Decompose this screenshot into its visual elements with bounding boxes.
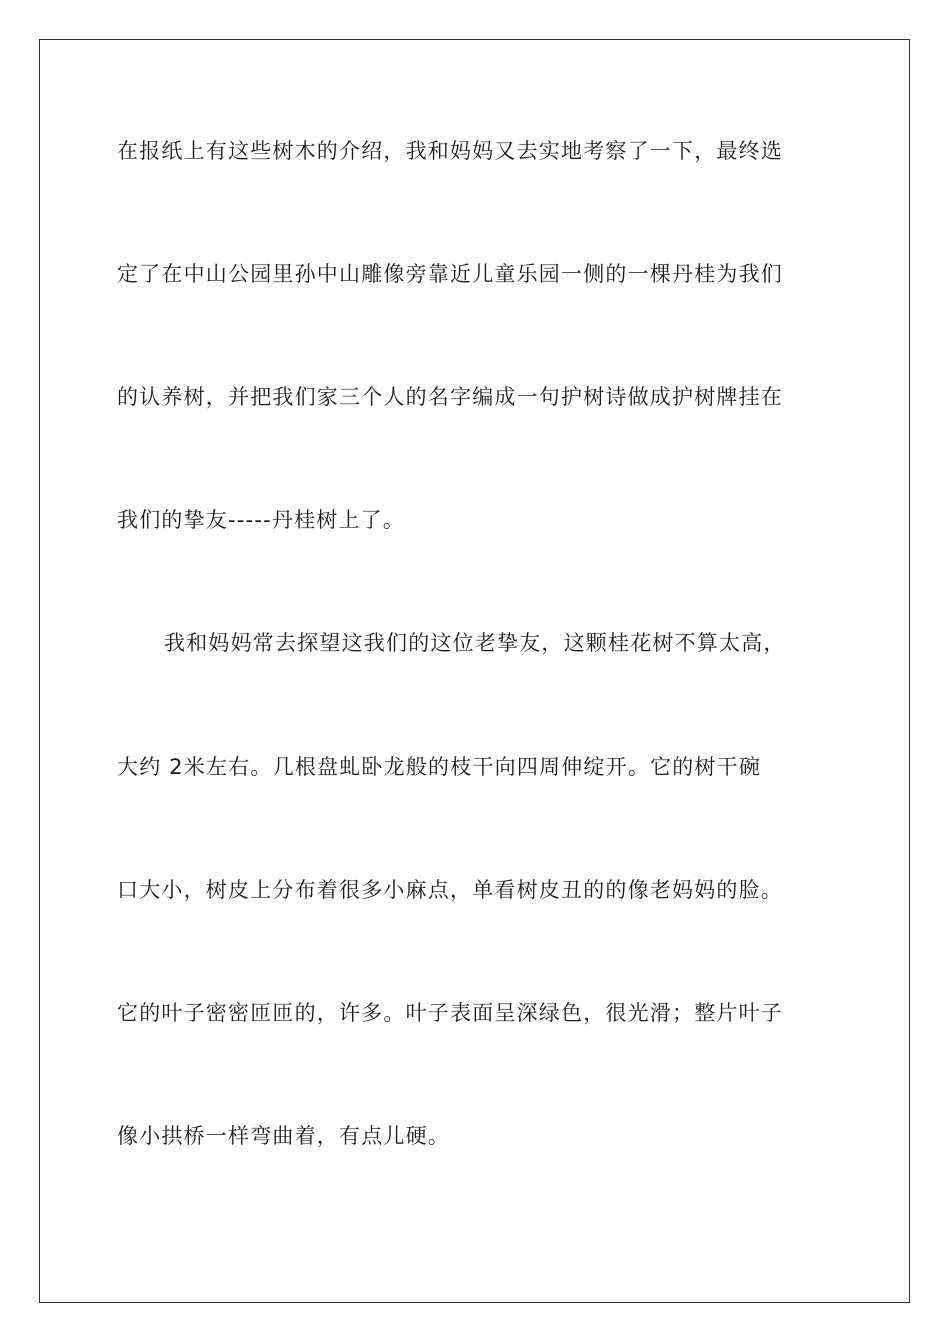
text-line-8: 它的叶子密密匝匝的，许多。叶子表面呈深绿色，很光滑；整片叶子 [117, 1001, 783, 1025]
text-line-1: 在报纸上有这些树木的介绍，我和妈妈又去实地考察了一下，最终选 [117, 139, 783, 163]
text-line-3: 的认养树，并把我们家三个人的名字编成一句护树诗做成护树牌挂在 [117, 385, 783, 409]
text-line-7: 口大小，树皮上分布着很多小麻点，单看树皮丑的的像老妈妈的脸。 [117, 878, 783, 902]
text-line-9: 像小拱桥一样弯曲着，有点儿硬。 [117, 1124, 450, 1148]
page-border [39, 39, 910, 1303]
text-line-4: 我们的挚友-----丹桂树上了。 [117, 508, 406, 532]
text-line-6: 大约 2米左右。几根盘虬卧龙般的枝干向四周伸绽开。它的树干碗 [117, 755, 762, 779]
text-line-5: 我和妈妈常去探望这我们的这位老挚友，这颗桂花树不算太高， [164, 631, 786, 655]
text-line-2: 定了在中山公园里孙中山雕像旁靠近儿童乐园一侧的一棵丹桂为我们 [117, 262, 783, 286]
